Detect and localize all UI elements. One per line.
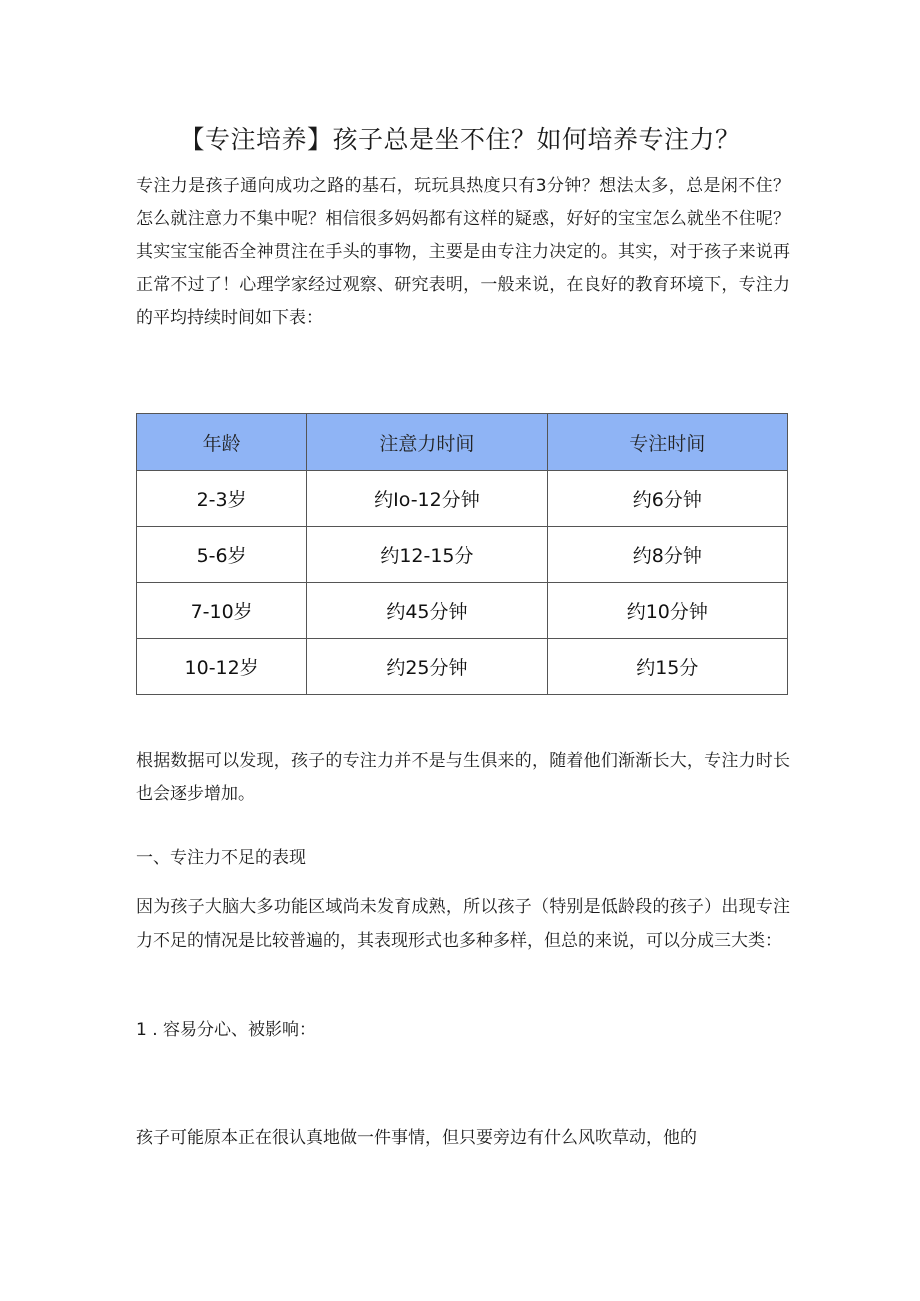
cell-attention-time: 约25分钟 [307,639,547,695]
list-item-paragraph: 孩子可能原本正在很认真地做一件事情，但只要旁边有什么风吹草动，他的 [136,1128,697,1148]
header-attention-time: 注意力时间 [307,414,547,471]
header-age: 年龄 [137,414,307,471]
attention-time-table [136,413,788,695]
cell-attention-time: 约Io-12分钟 [307,471,547,527]
table-row [137,639,788,695]
cell-age: 2-3岁 [137,471,307,527]
cell-attention-time: 约12-15分 [307,527,547,583]
table-header-row [137,414,788,471]
intro-paragraph: 专注力是孩子通向成功之路的基石，玩玩具热度只有3分钟？想法太多，总是闲不住？怎么就注意力不集中呢？相信很多妈妈都有这样的疑惑，好好的宝宝怎么就坐不住呢？其实宝宝能否全神贯注在手头的事物，主要是由专注力决定的。其实，对于孩子来说再正常不过了！心理学家经过观察、研究表明，一般来说，在良好的教育环境下，专注力的平均持续时间如下表： [136,176,790,328]
cell-age: 7-10岁 [137,583,307,639]
cell-focus-time: 约8分钟 [547,527,787,583]
section-heading: 一、专注力不足的表现 [136,848,306,868]
cell-focus-time: 约6分钟 [547,471,787,527]
cell-focus-time: 约10分钟 [547,583,787,639]
cell-focus-time: 约15分 [547,639,787,695]
conclusion-paragraph: 根据数据可以发现，孩子的专注力并不是与生俱来的，随着他们渐渐长大，专注力时长也会逐步增加。 [136,751,790,804]
section-paragraph: 因为孩子大脑大多功能区域尚未发育成熟，所以孩子（特别是低龄段的孩子）出现专注力不足的情况是比较普遍的，其表现形式也多种多样，但总的来说，可以分成三大类： [136,897,790,951]
cell-attention-time: 约45分钟 [307,583,547,639]
list-item-heading: 1 . 容易分心、被影响： [136,1020,317,1040]
table-row [137,527,788,583]
table-row [137,471,788,527]
cell-age: 10-12岁 [137,639,307,695]
header-focus-time: 专注时间 [547,414,787,471]
page-title: 【专注培养】孩子总是坐不住？如何培养专注力？ [179,125,741,154]
table-row [137,583,788,639]
cell-age: 5-6岁 [137,527,307,583]
